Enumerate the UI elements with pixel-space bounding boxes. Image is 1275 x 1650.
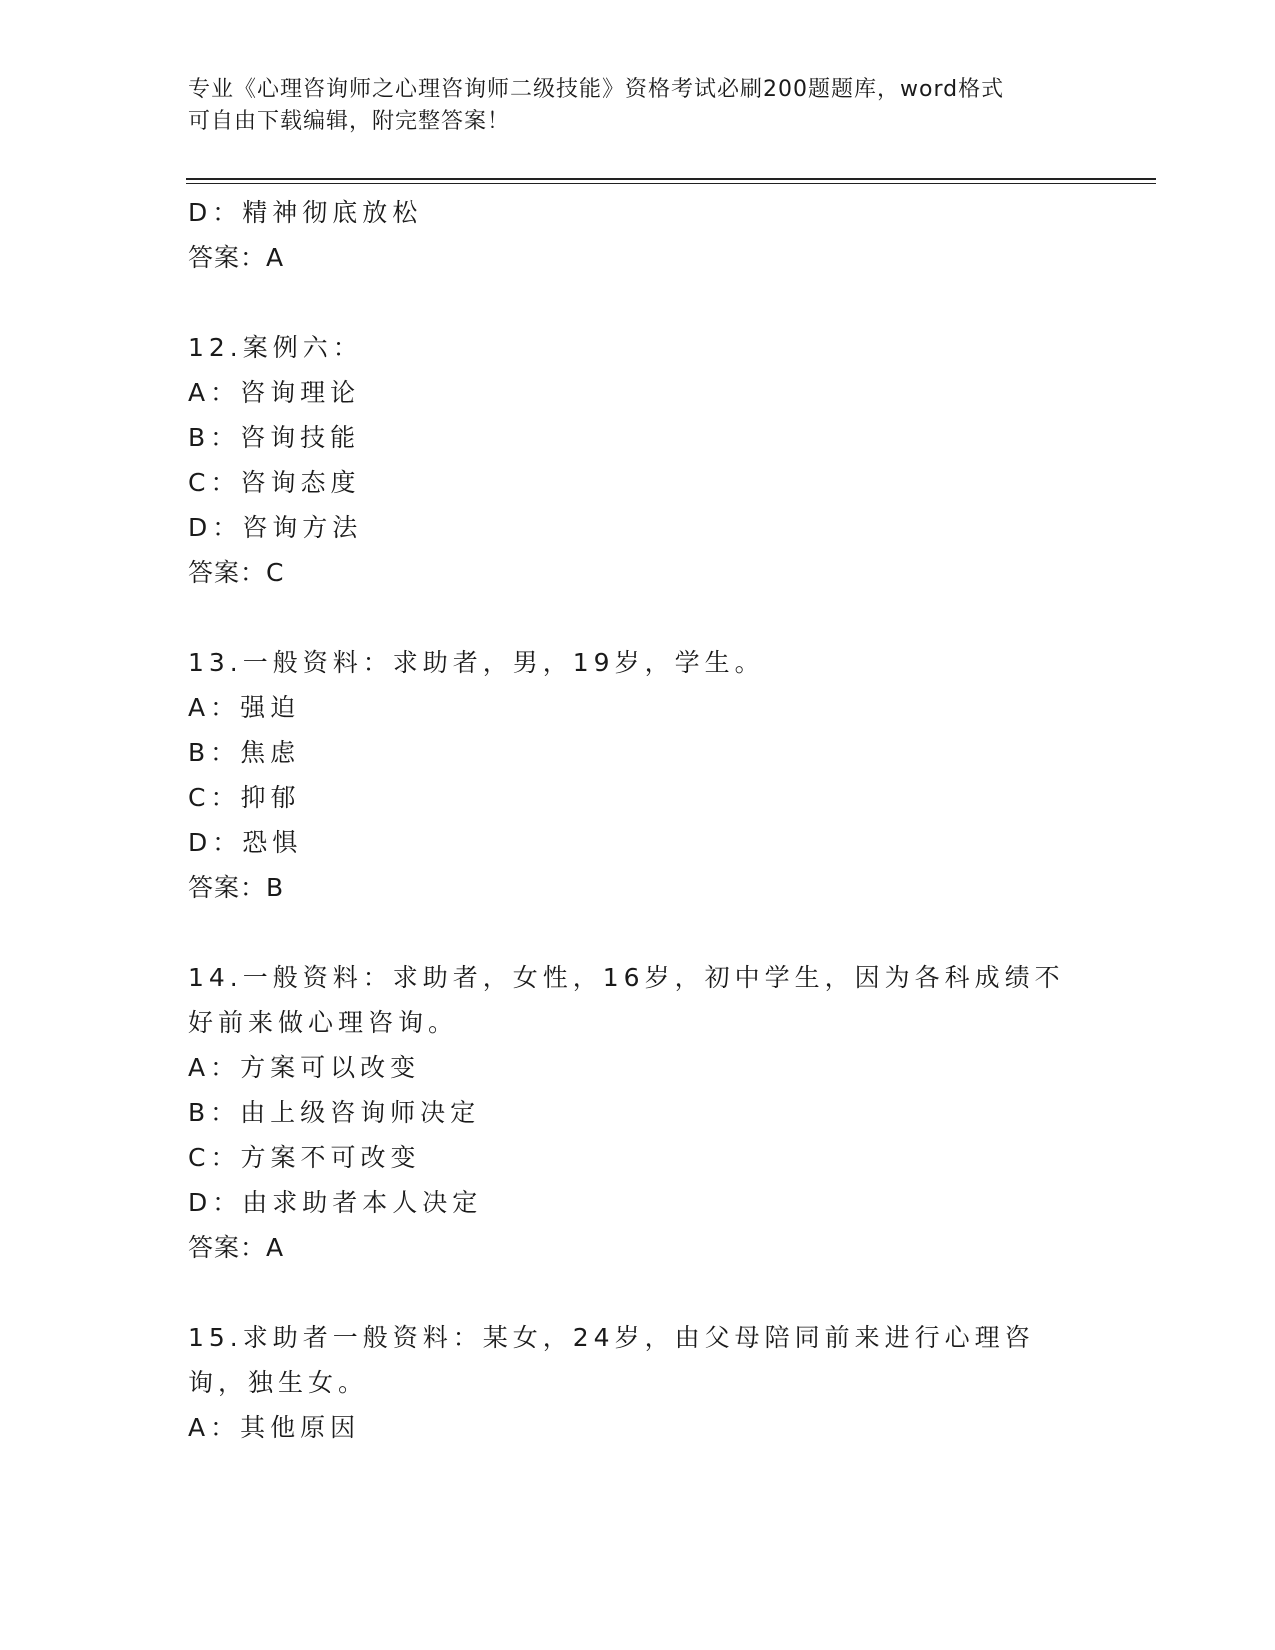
question-list (188, 190, 1088, 1450)
answer: 答案：B (188, 873, 285, 902)
option-d: D：由求助者本人决定 (188, 1188, 483, 1217)
option-c: C：方案不可改变 (188, 1143, 421, 1172)
option-a: A：强迫 (188, 693, 301, 722)
option-c: C：咨询态度 (188, 468, 361, 497)
header-divider-thick (186, 178, 1156, 180)
question-title: 12.案例六： (188, 333, 363, 362)
answer: 答案：A (188, 1233, 285, 1262)
spacer (188, 1270, 1088, 1315)
question-13 (188, 640, 1088, 910)
question-title: 14.一般资料：求助者，女性，16岁，初中学生，因为各科成绩不好前来做心理咨询。 (188, 963, 1065, 1037)
option-b: B：焦虑 (188, 738, 301, 767)
option-d: D：恐惧 (188, 828, 303, 857)
question-14 (188, 955, 1088, 1270)
question-title: 13.一般资料：求助者，男，19岁，学生。 (188, 648, 765, 677)
option-a: A：方案可以改变 (188, 1053, 421, 1082)
option-b: B：由上级咨询师决定 (188, 1098, 481, 1127)
spacer (188, 595, 1088, 640)
option-d: D：咨询方法 (188, 513, 363, 542)
spacer (188, 280, 1088, 325)
question-15 (188, 1315, 1088, 1450)
spacer (188, 910, 1088, 955)
answer: 答案：C (188, 558, 285, 587)
answer: 答案：A (188, 243, 285, 272)
header-line-2: 可自由下载编辑，附完整答案！ (188, 109, 511, 134)
document-header (188, 74, 1088, 138)
option-d: D：精神彻底放松 (188, 198, 423, 227)
option-c: C：抑郁 (188, 783, 301, 812)
header-line-1: 专业《心理咨询师之心理咨询师二级技能》资格考试必刷200题题库，word格式 (188, 77, 1005, 102)
option-a: A：其他原因 (188, 1413, 361, 1442)
header-divider-thin (186, 183, 1156, 184)
question-12 (188, 325, 1088, 595)
option-a: A：咨询理论 (188, 378, 361, 407)
option-b: B：咨询技能 (188, 423, 361, 452)
question-title: 15.求助者一般资料：某女，24岁，由父母陪同前来进行心理咨询，独生女。 (188, 1323, 1035, 1397)
